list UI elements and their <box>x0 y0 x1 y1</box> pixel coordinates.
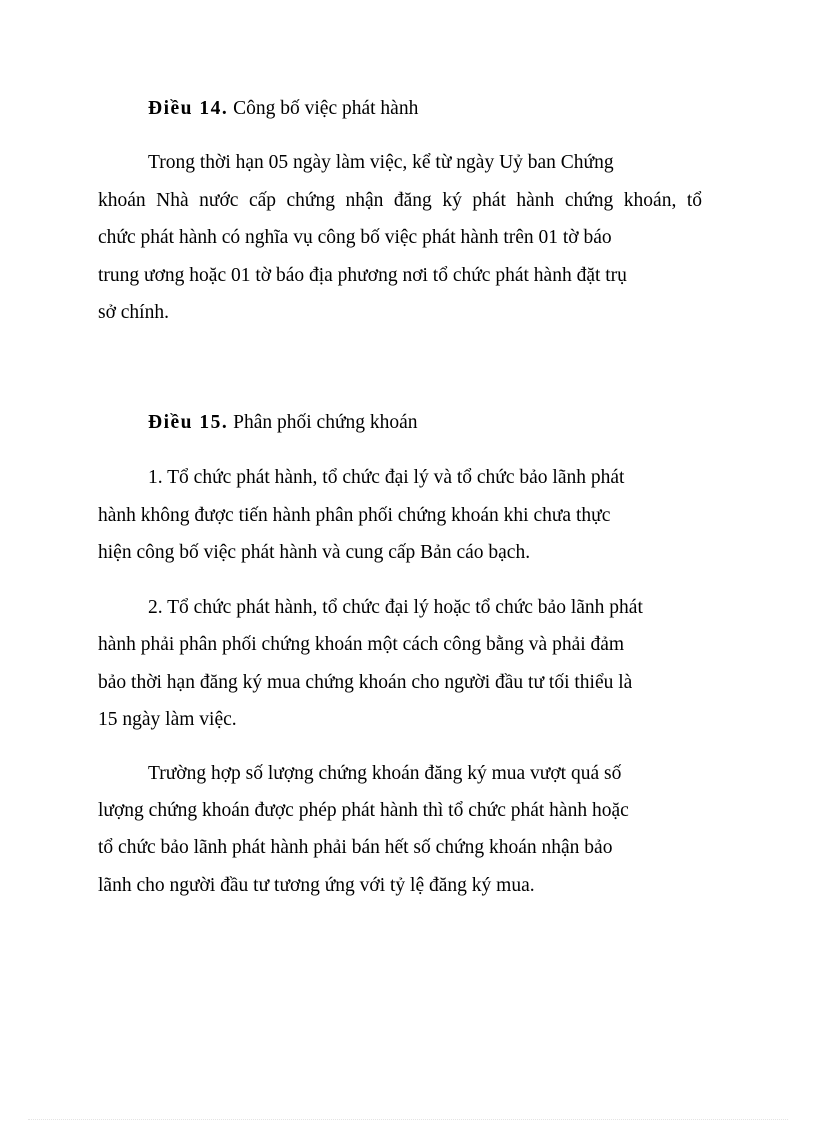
article-15-para1-line: hiện công bố việc phát hành và cung cấp Bản cáo bạch. <box>98 542 531 563</box>
article-15-label: Điều 15. <box>148 412 229 433</box>
article-15-para3-line: Trường hợp số lượng chứng khoán đăng ký mua vượt quá số <box>148 763 622 784</box>
article-14-title: Công bố việc phát hành <box>233 98 419 119</box>
article-14-label: Điều 14. <box>148 98 229 119</box>
article-15-heading <box>148 411 418 435</box>
article-15-para2-line: 15 ngày làm việc. <box>98 709 237 730</box>
article-15-para1-line: 1. Tổ chức phát hành, tổ chức đại lý và tổ chức bảo lãnh phát <box>148 467 625 488</box>
article-15-para3-line: tổ chức bảo lãnh phát hành phải bán hết số chứng khoán nhận bảo <box>98 837 613 858</box>
article-15-para2-line: 2. Tổ chức phát hành, tổ chức đại lý hoặc tổ chức bảo lãnh phát <box>148 597 643 618</box>
article-15-para3-line: lượng chứng khoán được phép phát hành thì tổ chức phát hành hoặc <box>98 800 629 821</box>
page-bottom-divider <box>28 1119 788 1120</box>
article-15-para2-line: hành phải phân phối chứng khoán một cách công bằng và phải đảm <box>98 634 625 655</box>
article-14-line: trung ương hoặc 01 tờ báo địa phương nơi tổ chức phát hành đặt trụ <box>98 265 627 286</box>
article-15-para1-line: hành không được tiến hành phân phối chứng khoán khi chưa thực <box>98 505 611 526</box>
article-15-title: Phân phối chứng khoán <box>233 412 418 433</box>
article-14-line: khoán Nhà nước cấp chứng nhận đăng ký phát hành chứng khoán, tổ <box>98 190 702 211</box>
article-14-line: sở chính. <box>98 302 169 323</box>
article-15-para2-line: bảo thời hạn đăng ký mua chứng khoán cho người đầu tư tối thiểu là <box>98 672 633 693</box>
article-14-line: chức phát hành có nghĩa vụ công bố việc phát hành trên 01 tờ báo <box>98 227 612 248</box>
article-14-line: Trong thời hạn 05 ngày làm việc, kể từ ngày Uỷ ban Chứng <box>148 152 614 173</box>
article-14-heading <box>148 97 418 121</box>
article-15-para3-line: lãnh cho người đầu tư tương ứng với tỷ lệ đăng ký mua. <box>98 875 535 896</box>
